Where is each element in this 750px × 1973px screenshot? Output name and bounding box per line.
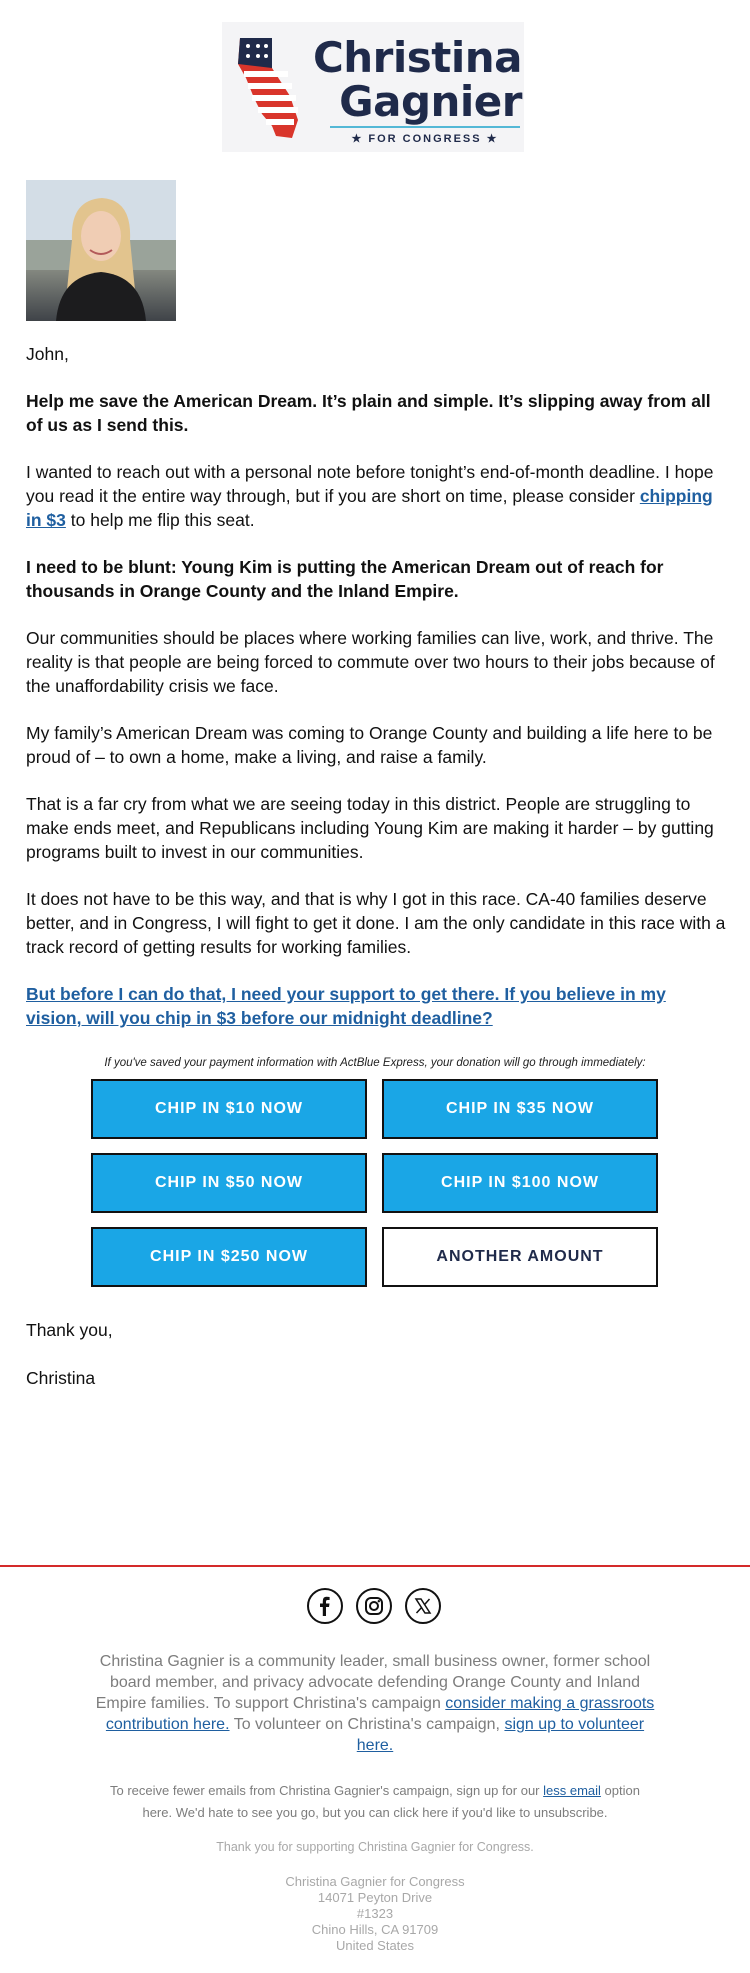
footer-bio-middle: To volunteer on Christina's campaign,	[229, 1716, 505, 1733]
logo-tagline: ★ FOR CONGRESS ★	[351, 133, 499, 145]
chip-in-50-button[interactable]: CHIP IN $50 NOW	[91, 1153, 367, 1213]
volunteer-link[interactable]: sign up to volunteer here.	[356, 1716, 645, 1754]
chip-in-3-link[interactable]: chipping in $3	[26, 486, 713, 530]
footer-unsubscribe	[96, 1780, 654, 1824]
actblue-note: If you've saved your payment information with ActBlue Express, your donation will go through immediately:	[104, 1057, 646, 1069]
footer-divider	[0, 1565, 750, 1567]
unsubscribe-tail: option here. We'd hate to see you go, but you can click here if you'd like to unsubscribe.	[142, 1783, 640, 1820]
paragraph-deadline-text: I wanted to reach out with a personal note before tonight’s end-of-month deadline. I hope you read it the entire way through, but if you are short on time, please consider	[26, 462, 714, 506]
paragraph-district: That is a far cry from what we are seeing today in this district. People are struggling to make ends meet, and Republicans including Young Kim are making it harder – by gutting programs built to invest in our communities.	[26, 794, 714, 862]
address-line: 14071 Peyton Drive	[317, 1890, 433, 1905]
chip-in-35-button[interactable]: CHIP IN $35 NOW	[382, 1079, 658, 1139]
signoff	[26, 1318, 113, 1414]
contribution-link[interactable]: consider making a grassroots contribution here.	[105, 1695, 655, 1733]
address-line: #1323	[356, 1906, 394, 1921]
candidate-photo	[26, 180, 176, 321]
email-body	[26, 342, 726, 1053]
blunt-heading: I need to be blunt: Young Kim is putting the American Dream out of reach for thousands in Orange County and the Inland Empire.	[26, 557, 664, 601]
address-line: United States	[335, 1938, 415, 1953]
paragraph-deadline-tail: to help me flip this seat.	[65, 510, 255, 530]
logo-wordmark	[272, 33, 522, 126]
instagram-icon[interactable]	[356, 1588, 392, 1624]
signoff-name: Christina	[26, 1368, 96, 1388]
candidate-portrait-icon	[26, 180, 176, 321]
footer-bio-text: Christina Gagnier is a community leader, small business owner, former school board member, and privacy advocate defending Orange County and Inland Empire families. To support Christina's campaign	[95, 1653, 651, 1712]
paragraph-cta	[26, 982, 726, 1030]
logo-first-name: Christina	[312, 33, 522, 82]
footer-bio	[86, 1651, 664, 1756]
footer-address	[0, 1874, 750, 1954]
logo-divider	[330, 126, 520, 128]
greeting: John,	[26, 344, 69, 364]
paragraph-communities: Our communities should be places where working families can live, work, and thrive. The reality is that people are being forced to commute over two hours to their jobs because of the unaffordability crisis we face.	[26, 628, 715, 696]
intro-heading: Help me save the American Dream. It’s plain and simple. It’s slipping away from all of us as I send this.	[26, 391, 711, 435]
address-line: Chino Hills, CA 91709	[311, 1922, 439, 1937]
address-line: Christina Gagnier for Congress	[285, 1874, 465, 1889]
footer-thanks: Thank you for supporting Christina Gagnier for Congress.	[216, 1840, 534, 1854]
signoff-thanks: Thank you,	[26, 1320, 113, 1340]
paragraph-race: It does not have to be this way, and that is why I got in this race. CA-40 families deserve better, and in Congress, I will fight to get it done. I am the only candidate in this race with a track record of getting results for working families.	[26, 889, 726, 957]
campaign-logo	[222, 22, 524, 152]
another-amount-button[interactable]: ANOTHER AMOUNT	[382, 1227, 658, 1287]
facebook-icon[interactable]	[307, 1588, 343, 1624]
paragraph-family: My family’s American Dream was coming to Orange County and building a life here to be proud of – to own a home, make a living, and raise a family.	[26, 723, 713, 767]
cta-chip-in-link[interactable]: But before I can do that, I need your support to get there. If you believe in my vision, will you chip in $3 before our midnight deadline?	[26, 984, 666, 1028]
x-icon[interactable]	[405, 1588, 441, 1624]
chip-in-100-button[interactable]: CHIP IN $100 NOW	[382, 1153, 658, 1213]
unsubscribe-text: To receive fewer emails from Christina Gagnier's campaign, sign up for our	[110, 1783, 544, 1798]
chip-in-10-button[interactable]: CHIP IN $10 NOW	[91, 1079, 367, 1139]
chip-in-250-button[interactable]: CHIP IN $250 NOW	[91, 1227, 367, 1287]
paragraph-deadline	[26, 460, 726, 532]
logo-last-name: Gagnier	[339, 77, 522, 126]
less-email-link[interactable]: less email	[543, 1783, 601, 1798]
